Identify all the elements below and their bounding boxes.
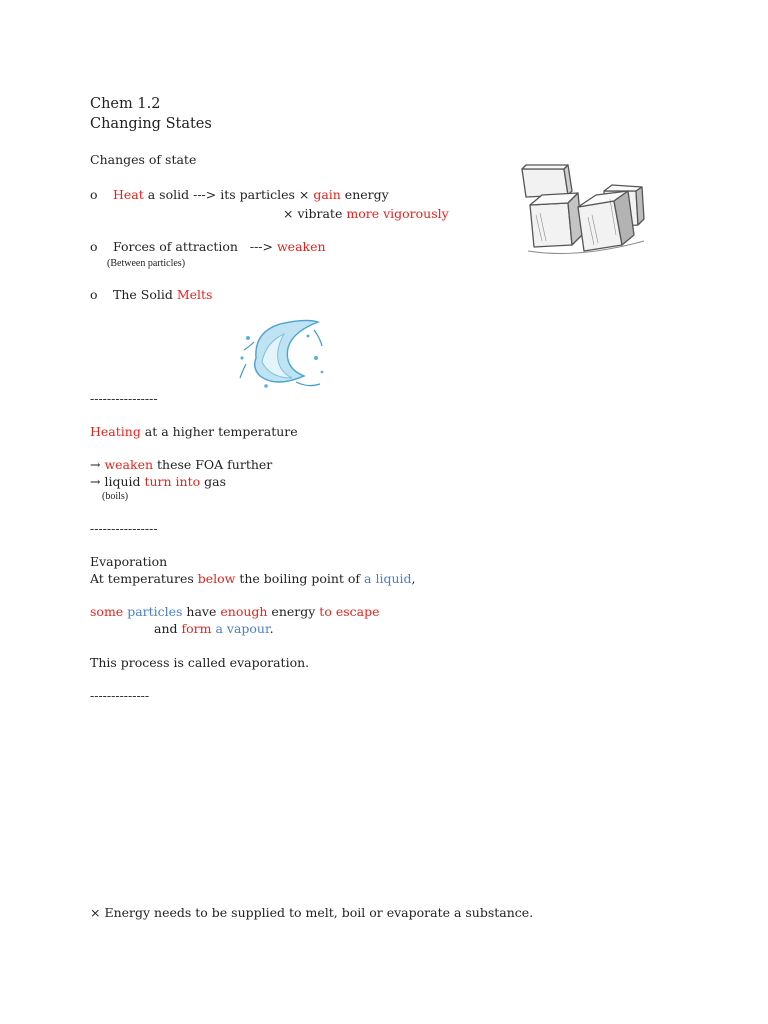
evaporation-definition-line: At temperatures below the boiling point of a liquid,	[90, 571, 416, 586]
arrow-icon: →	[90, 474, 105, 489]
weaken-foa-line: → weaken these FOA further	[90, 457, 273, 472]
divider: --------------	[90, 688, 150, 703]
liquid-to-gas-line: → liquid turn into gas	[90, 474, 226, 489]
section-heading-evaporation: Evaporation	[90, 554, 168, 569]
divider: ----------------	[90, 521, 158, 536]
water-splash-illustration	[236, 312, 326, 394]
particles-escape-line: some particles have enough energy to escape	[90, 604, 380, 619]
section-heading-changes: Changes of state	[90, 152, 197, 167]
ice-cubes-illustration	[518, 155, 652, 261]
course-code: Chem 1.2	[90, 96, 161, 112]
bullet-vibrate-line: × vibrate more vigorously	[283, 206, 449, 221]
evaporation-summary: This process is called evaporation.	[90, 655, 310, 670]
bullet-forces-attraction: o Forces of attraction ---> weaken	[90, 239, 326, 254]
divider: ----------------	[90, 391, 158, 406]
bullet-heat-solid: o Heat a solid ---> its particles × gain energy	[90, 187, 389, 202]
heating-line: Heating at a higher temperature	[90, 424, 298, 439]
note-between-particles: (Between particles)	[107, 258, 186, 269]
bullet-mark: o	[90, 187, 98, 202]
bullet-mark: o	[90, 287, 98, 302]
bullet-mark: o	[90, 239, 98, 254]
bullet-solid-melts: o The Solid Melts	[90, 287, 213, 302]
note-boils: (boils)	[102, 491, 129, 502]
energy-footnote: × Energy needs to be supplied to melt, boil or evaporate a substance.	[90, 905, 534, 920]
arrow-icon: →	[90, 457, 105, 472]
page-title: Changing States	[90, 116, 212, 132]
form-vapour-line: and form a vapour.	[154, 621, 274, 636]
